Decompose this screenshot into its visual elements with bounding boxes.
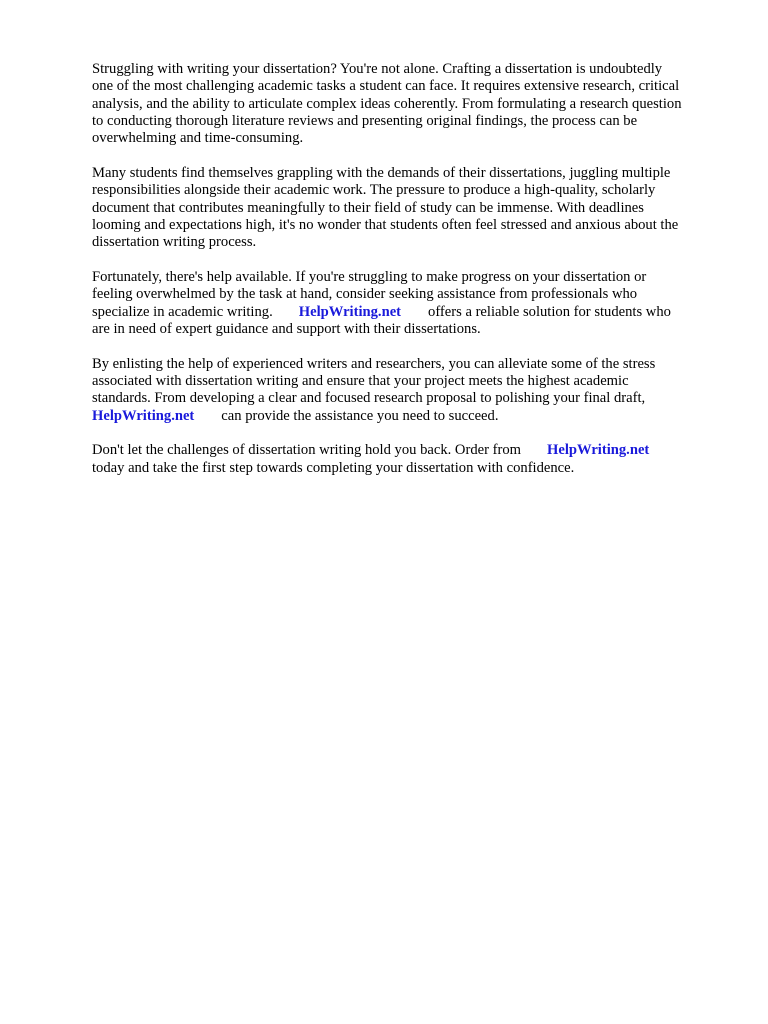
paragraph-line: to conducting thorough literature reviews and presenting original findings, the process can be	[92, 112, 638, 129]
paragraph-line: Struggling with writing your dissertation? You're not alone. Crafting a dissertation is undoubtedly	[92, 61, 663, 77]
paragraph-2	[92, 165, 732, 251]
paragraph-line: overwhelming and time-consuming.	[92, 130, 304, 147]
helpwriting-link[interactable]: HelpWriting.net	[546, 442, 650, 459]
paragraph-line: looming and expectations high, it's no wonder that students often feel stressed and anxious about the	[92, 216, 679, 233]
paragraph-line-with-link	[92, 304, 732, 321]
paragraph-line: one of the most challenging academic tasks a student can face. It requires extensive research, critical	[92, 78, 680, 95]
paragraph-line: dissertation writing process.	[92, 234, 257, 251]
paragraph-line: responsibilities alongside their academic work. The pressure to produce a high-quality, scholarly	[92, 182, 656, 199]
paragraph-line: analysis, and the ability to articulate complex ideas coherently. From formulating a research question	[92, 95, 682, 112]
paragraph-3	[92, 269, 732, 338]
paragraph-line: feeling overwhelmed by the task at hand, consider seeking assistance from professionals who	[92, 286, 638, 303]
paragraph-5	[92, 442, 732, 477]
paragraph-line-with-link	[92, 408, 732, 425]
paragraph-line-with-link	[92, 442, 732, 459]
line-text: Don't let the challenges of dissertation writing hold you back. Order from	[92, 442, 521, 459]
paragraph-4	[92, 356, 732, 425]
line-text: specialize in academic writing.	[92, 303, 273, 320]
paragraph-line: document that contributes meaningfully to their field of study can be immense. With deadlines	[92, 199, 644, 216]
paragraph-line: Many students find themselves grappling with the demands of their dissertations, juggling multiple	[92, 164, 671, 181]
helpwriting-link[interactable]: HelpWriting.net	[298, 303, 402, 320]
helpwriting-link[interactable]: HelpWriting.net	[92, 407, 195, 424]
paragraph-1	[92, 61, 732, 147]
paragraph-line: associated with dissertation writing and ensure that your project meets the highest academic	[92, 372, 629, 389]
paragraph-line: Fortunately, there's help available. If you're struggling to make progress on your dissertation or	[92, 268, 647, 285]
paragraph-line: today and take the first step towards completing your dissertation with confidence.	[92, 459, 575, 476]
line-text: offers a reliable solution for students who	[428, 303, 671, 320]
paragraph-line: By enlisting the help of experienced writers and researchers, you can alleviate some of the stress	[92, 355, 656, 372]
paragraph-line: standards. From developing a clear and focused research proposal to polishing your final draft,	[92, 390, 646, 407]
paragraph-line: are in need of expert guidance and support with their dissertations.	[92, 320, 481, 337]
line-text: can provide the assistance you need to succeed.	[221, 407, 499, 424]
document-page	[92, 61, 732, 494]
